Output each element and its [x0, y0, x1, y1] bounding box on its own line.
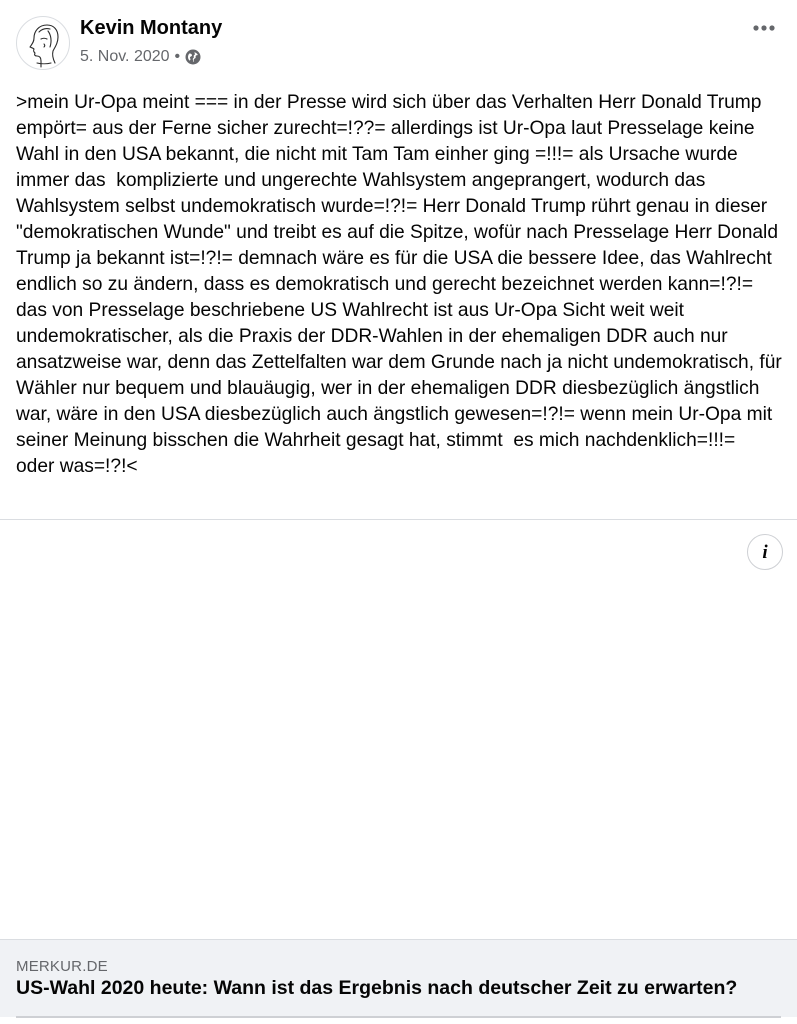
more-options-button[interactable]	[744, 14, 784, 42]
info-button[interactable]	[747, 534, 783, 570]
post-text: >mein Ur-Opa meint === in der Presse wird sich über das Verhalten Herr Donald Trump empört= aus der Ferne sicher zurecht=!??= allerdings ist Ur-Opa laut Presselage keine Wahl in den USA bekannt, die nicht mit Tam Tam einher ging =!!!= als Ursache wurde immer das komplizierte und ungerechte Wahlsystem angeprangert, wodurch das Wahlsystem selbst undemokratisch wurde=!?!= Herr Donald Trump rührt genau in dieser "demokratischen Wunde" und treibt es auf die Spitze, wofür nach Presselage Herr Donald Trump ja bekannt ist=!?!= demnach wäre es für die USA die bessere Idee, das Wahlrecht endlich so zu ändern, dass es demokratisch und gerecht bezeichnet werden kann=!?!= das von Presselage beschriebene US Wahlrecht ist aus Ur-Opa Sicht weit weit undemokratischer, als die Praxis der DDR-Wahlen in der ehemaligen DDR auch nur ansatzweise war, denn das Zettelfalten war dem Grunde nach ja nicht undemokratisch, für Wähler nur bequem und blauäugig, wer in der ehemaligen DDR diesbezüglich ängstlich war, wäre in den USA diesbezüglich auch ängstlich gewesen=!?!= wenn mein Ur-Opa mit seiner Meinung bisschen die Wahrheit gesagt hat, stimmt es mich nachdenklich=!!!= oder was=!?!<	[16, 92, 789, 477]
link-domain: MERKUR.DE	[16, 958, 108, 975]
author-name[interactable]: Kevin Montany	[80, 17, 223, 39]
globe-icon	[185, 49, 201, 65]
author-avatar[interactable]	[16, 16, 70, 70]
link-preview-card[interactable]	[0, 939, 797, 1017]
avatar-sketch-icon	[17, 17, 70, 70]
link-title[interactable]: US-Wahl 2020 heute: Wann ist das Ergebnis nach deutscher Zeit zu erwarten?	[16, 977, 738, 999]
info-icon: i	[762, 541, 768, 563]
post-date[interactable]: 5. Nov. 2020	[80, 48, 170, 65]
more-horizontal-icon	[752, 24, 776, 32]
bottom-divider	[16, 1016, 781, 1018]
post-meta	[80, 46, 201, 68]
post-header	[0, 0, 797, 84]
meta-separator: •	[174, 48, 181, 65]
link-preview-image[interactable]	[0, 520, 797, 939]
